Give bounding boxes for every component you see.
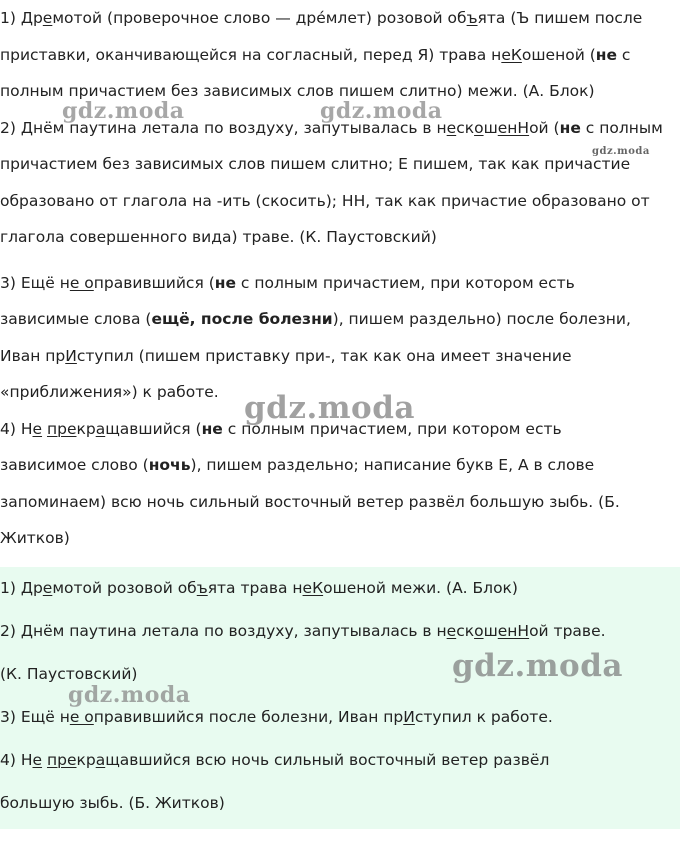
analysis-line: зависимые слова (ещё, после болезни), пишем раздельно) после болезни,: [0, 310, 631, 328]
watermark: gdz.moda: [62, 98, 185, 124]
analysis-line: зависимое слово (ночь), пишем раздельно; написание букв Е, А в слове: [0, 456, 595, 474]
analysis-line: глагола совершенного вида) траве. (К. Паустовский): [0, 228, 437, 246]
analysis-line: 3) Ещё не оправившийся (не с полным причастием, при котором есть: [0, 273, 575, 292]
answer-line: 2) Днём паутина летала по воздуху, запутывалась в нескошенНой траве.: [0, 622, 606, 640]
analysis-line: Иван прИступил (пишем приставку при-, так как она имеет значение: [0, 346, 572, 365]
answer-line: 3) Ещё не оправившийся после болезни, Иван прИступил к работе.: [0, 708, 553, 726]
answer-line: большую зыбь. (Б. Житков): [0, 794, 225, 812]
analysis-line: 1) Дремотой (проверочное слово — дрéмлет) розовой объята (Ъ пишем после: [0, 9, 643, 27]
answer-line: (К. Паустовский): [0, 665, 138, 683]
analysis-line: причастием без зависимых слов пишем слитно; Е пишем, так как причастие: [0, 155, 631, 173]
watermark: gdz.moda: [244, 390, 415, 426]
analysis-line: полным причастием без зависимых слов пишем слитно) межи. (А. Блок): [0, 82, 595, 100]
answer-line: 1) Дремотой розовой объята трава неКошеной межи. (А. Блок): [0, 579, 518, 597]
watermark: gdz.moda: [592, 146, 650, 157]
analysis-line: приставки, оканчивающейся на согласный, перед Я) трава неКошеной (не с: [0, 45, 631, 64]
watermark: gdz.moda: [320, 98, 443, 124]
answer-line: 4) Не прекращавшийся всю ночь сильный восточный ветер развёл: [0, 751, 550, 769]
analysis-line: 2) Днём паутина летала по воздуху, запутывалась в нескошенНой (не с полным: [0, 118, 663, 137]
analysis-line: 4) Не прекращавшийся (не с полным причастием, при котором есть: [0, 419, 562, 438]
analysis-line: «приближения») к работе.: [0, 383, 219, 401]
watermark: gdz.moda: [68, 682, 191, 708]
watermark: gdz.moda: [452, 648, 623, 684]
analysis-line: запоминаем) всю ночь сильный восточный ветер развёл большую зыбь. (Б.: [0, 492, 620, 511]
analysis-line: образовано от глагола на -ить (скосить); НН, так как причастие образовано от: [0, 191, 650, 210]
analysis-line: Житков): [0, 529, 70, 547]
